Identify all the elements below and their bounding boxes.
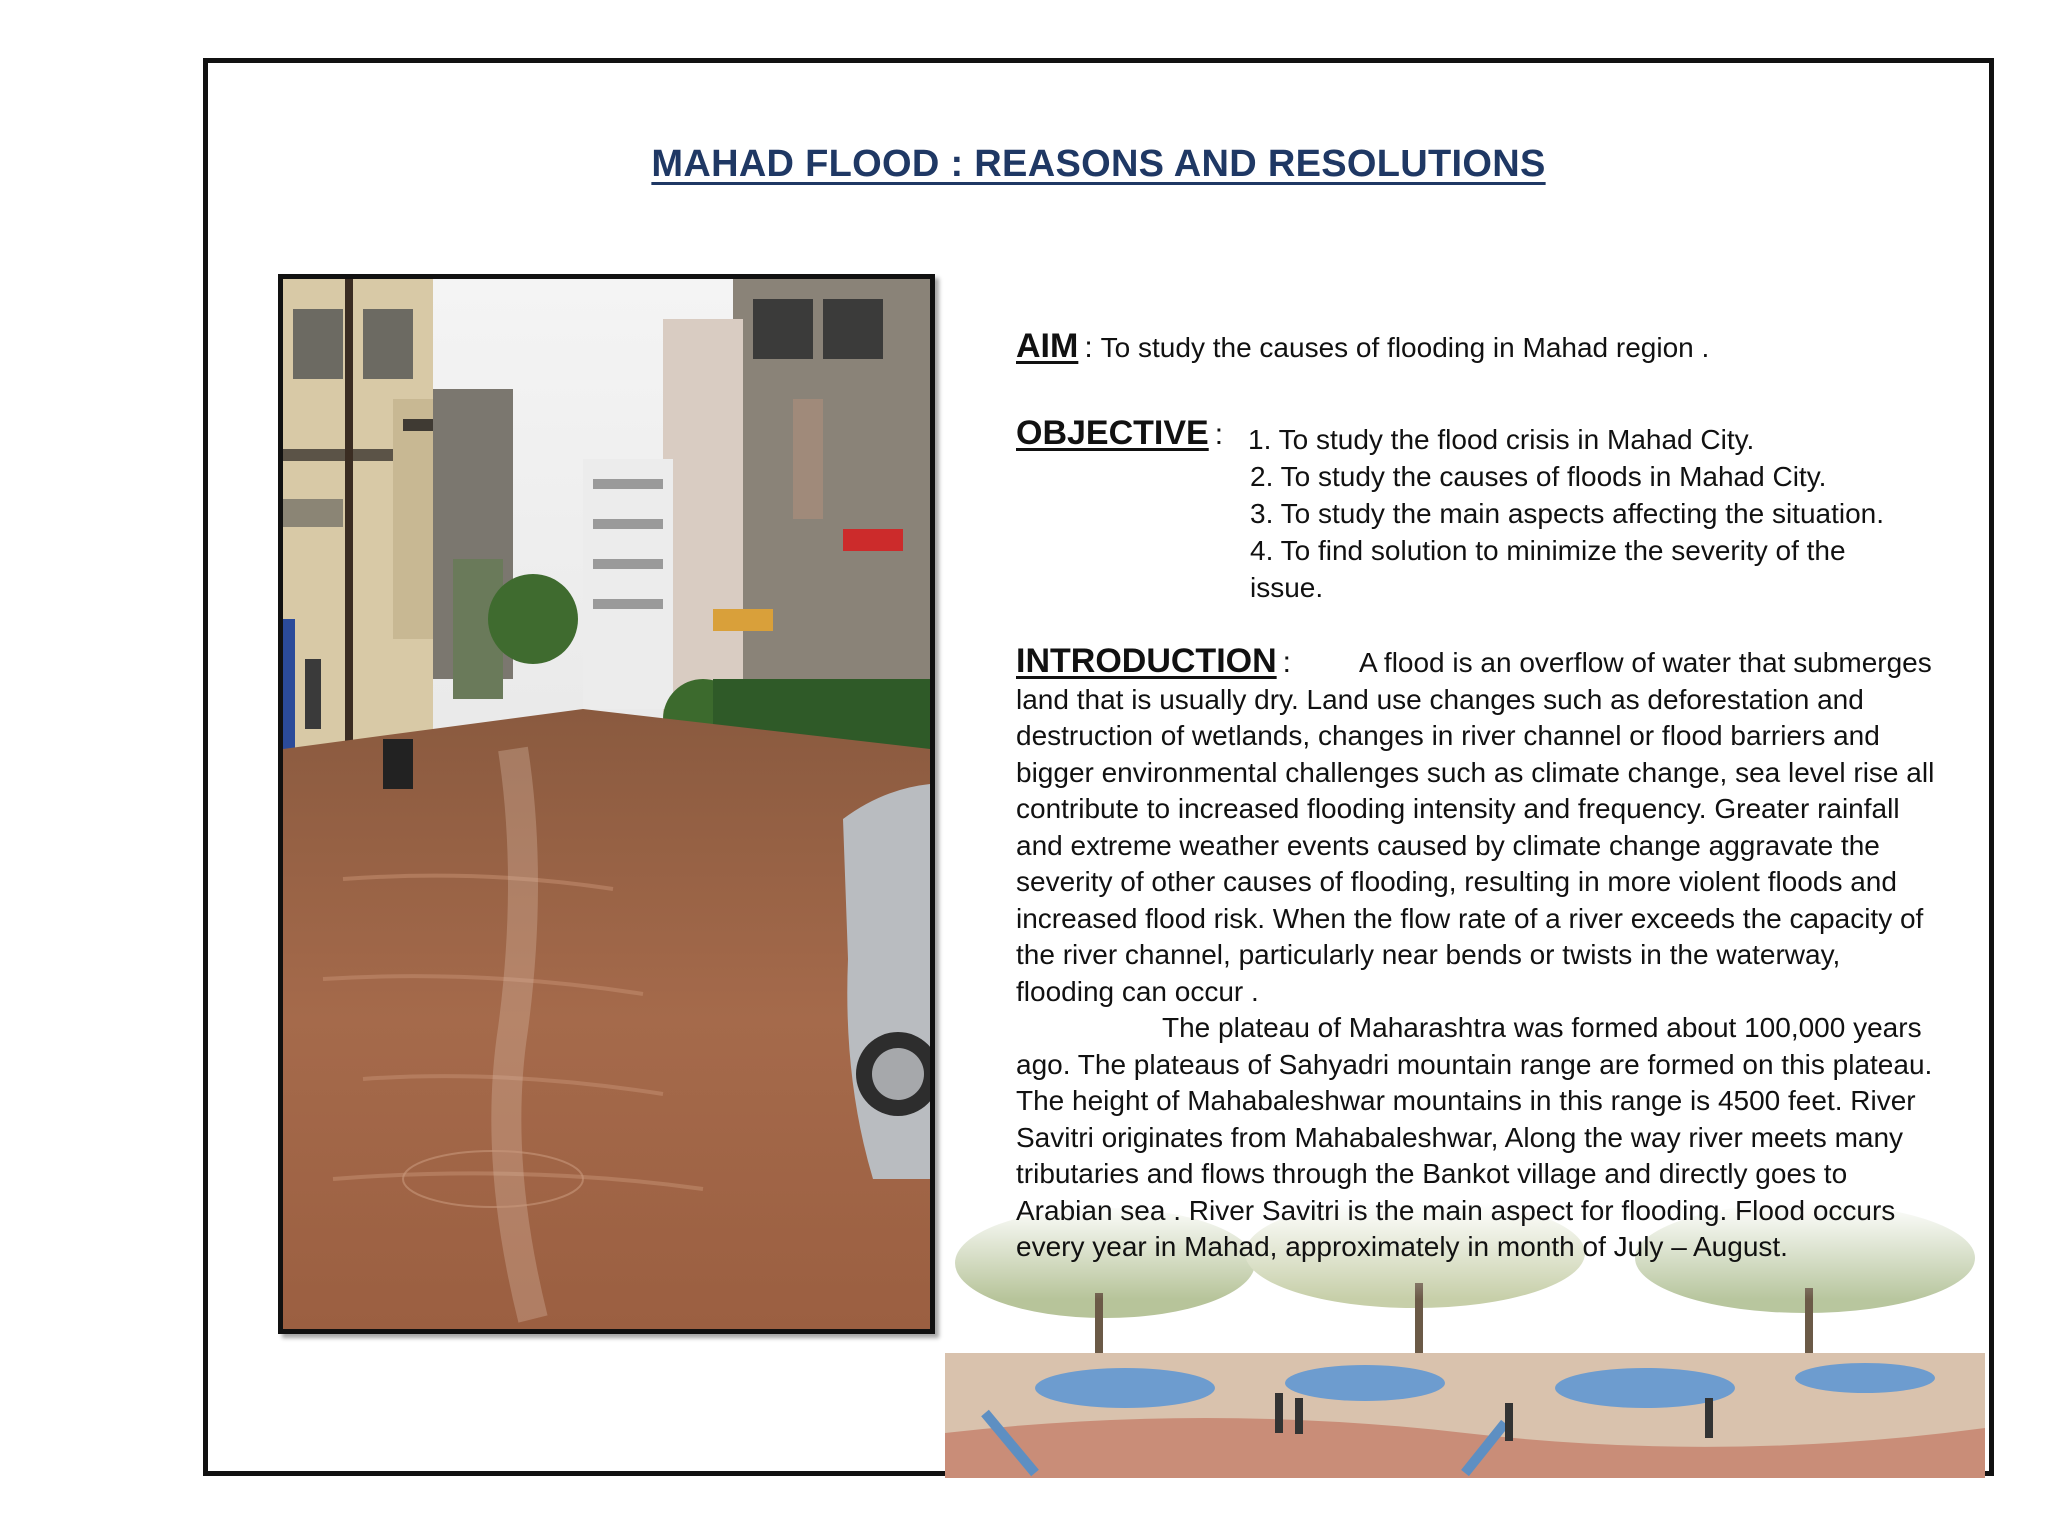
page-frame xyxy=(203,58,1994,1476)
aim-row xyxy=(1016,328,1709,367)
objective-list xyxy=(1248,421,1884,606)
objective-item: 4. To find solution to minimize the severity of the xyxy=(1250,535,1846,566)
aim-heading: AIM xyxy=(1016,327,1079,365)
flooded-street-photo xyxy=(278,274,935,1334)
objective-row xyxy=(1016,415,1231,454)
flooded-street-illustration xyxy=(283,279,930,1329)
objective-heading: OBJECTIVE xyxy=(1016,414,1209,452)
introduction-paragraph-2: The plateau of Maharashtra was formed about 100,000 years ago. The plateaus of Sahyadri mountain range are formed on this plateau. The height of Mahabaleshwar mountains in this range is 4500 feet. River Savitri originates from Mahabaleshwar, Along the way river meets many tributaries and flows through the Bankot village and directly goes to Arabian sea . River Savitri is the main aspect for flooding. Flood occurs every year in Mahad, approximately in month of July – August. xyxy=(1016,1012,1933,1262)
objective-item: 3. To study the main aspects affecting the situation. xyxy=(1250,498,1885,529)
introduction-section xyxy=(1016,643,1946,1266)
introduction-heading: INTRODUCTION xyxy=(1016,642,1277,680)
introduction-paragraph-1 xyxy=(1016,643,1946,1010)
objective-item: 1. To study the flood crisis in Mahad City. xyxy=(1248,424,1755,455)
aim-separator: : xyxy=(1084,331,1093,364)
aim-text: To study the causes of flooding in Mahad region . xyxy=(1100,332,1710,363)
objective-item: 2. To study the causes of floods in Mahad City. xyxy=(1250,461,1827,492)
page-title: MAHAD FLOOD : REASONS AND RESOLUTIONS xyxy=(651,143,1546,185)
objective-item: issue. xyxy=(1250,572,1324,603)
introduction-text-1: A flood is an overflow of water that submerges land that is usually dry. Land use changes such as deforestation and destruction of wetlands, changes in river channel or flood barriers and bigger environmental challenges such as climate change, sea level rise all contribute to increased flooding intensity and frequency. Greater rainfall and extreme weather events caused by climate change aggravate the severity of other causes of flooding, resulting in more violent floods and increased flood risk. When the flow rate of a river exceeds the capacity of the river channel, particularly near bends or twists in the waterway, flooding can occur . xyxy=(1016,647,1935,1007)
introduction-separator: : xyxy=(1282,646,1291,679)
objective-separator: : xyxy=(1214,418,1224,451)
